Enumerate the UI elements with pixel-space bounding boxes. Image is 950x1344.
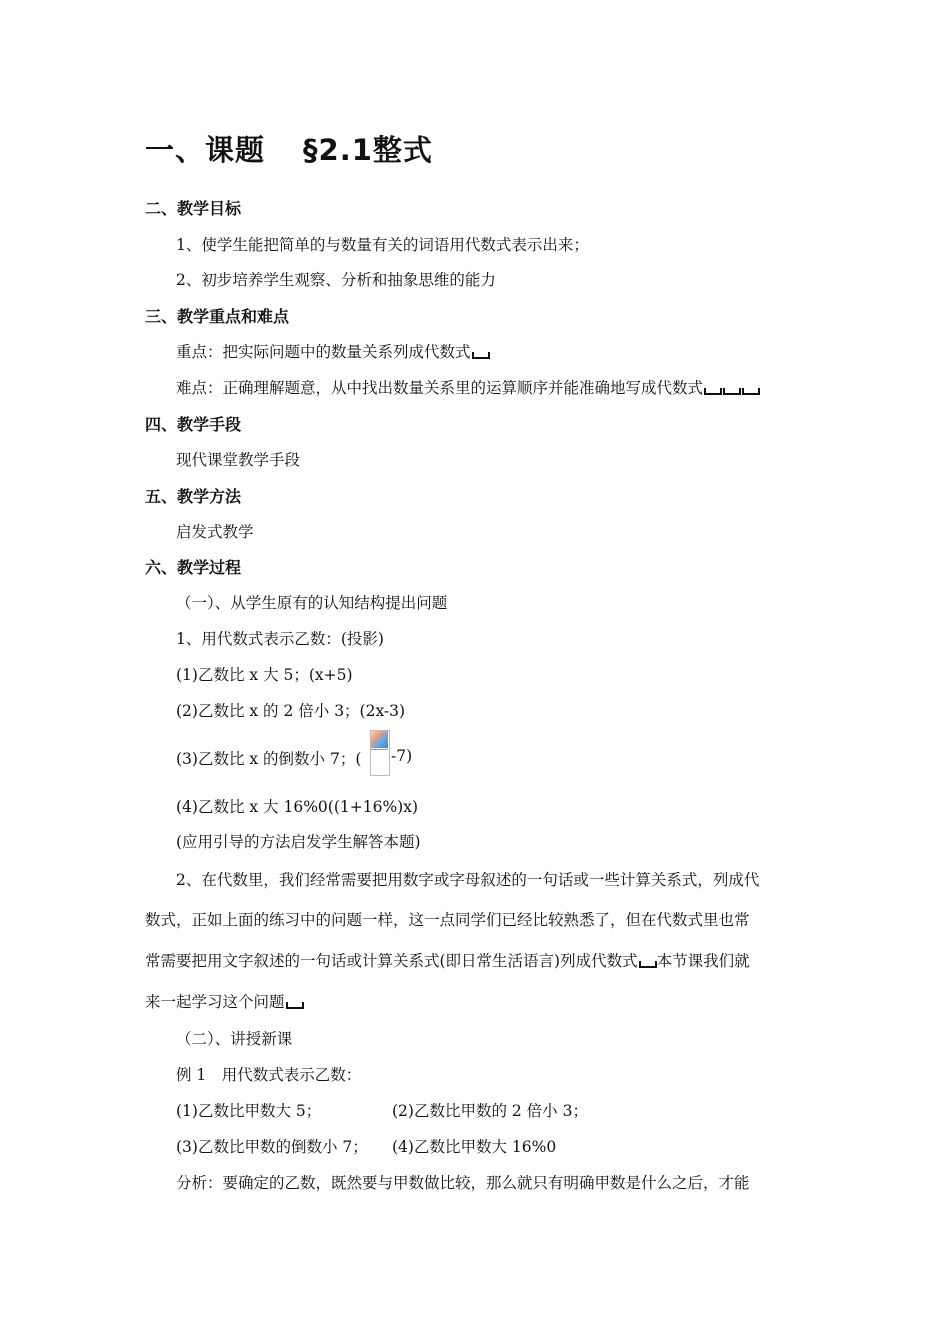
heading-means: 四、教学手段 — [145, 415, 242, 434]
goal-item-1: 1、使学生能把简单的与数量有关的词语用代数式表示出来； — [176, 236, 589, 254]
goal-item-2: 2、初步培养学生观察、分析和抽象思维的能力 — [176, 271, 496, 289]
q2-line-2: 数式，正如上面的练习中的问题一样，这一点同学们已经比较熟悉了，但在代数式里也常 — [145, 911, 750, 929]
q2-line-4-text: 来一起学习这个问题 — [145, 993, 285, 1011]
part2-title: （二）、讲授新课 — [176, 1030, 293, 1048]
picture-icon — [371, 731, 388, 748]
example1-item-4: (4)乙数比甲数大 16%0 — [392, 1138, 557, 1156]
q2-line-3 — [145, 949, 750, 971]
heading-goals: 二、教学目标 — [145, 199, 242, 218]
focus-text: 重点：把实际问题中的数量关系列成代数式 — [176, 343, 471, 361]
heading-key-points: 三、教学重点和难点 — [145, 307, 290, 326]
difficulty-line — [176, 376, 760, 398]
example1-title: 例 1 用代数式表示乙数： — [176, 1066, 362, 1084]
q1-item-4: (4)乙数比 x 大 16%0((1+16%)x) — [176, 798, 419, 816]
example1-row-1 — [176, 1099, 588, 1121]
placeholder-mark — [704, 388, 722, 395]
q2-line-3-tail: 本节课我们就 — [656, 952, 750, 970]
analysis-line: 分析：要确定的乙数，既然要与甲数做比较，那么就只有明确甲数是什么之后，才能 — [176, 1174, 750, 1192]
example1-row-2 — [176, 1135, 556, 1157]
placeholder-mark — [472, 352, 490, 359]
fraction-bar — [371, 749, 388, 750]
part1-title: （一）、从学生原有的认知结构提出问题 — [176, 594, 448, 612]
q1-item-3: (3)乙数比 x 的倒数小 7；( — [176, 750, 362, 768]
example1-item-3: (3)乙数比甲数的倒数小 7； — [176, 1138, 368, 1156]
placeholder-mark — [723, 388, 741, 395]
placeholder-mark — [639, 961, 657, 968]
lesson-title — [145, 128, 433, 169]
q1-note: (应用引导的方法启发学生解答本题) — [176, 833, 421, 851]
heading-process: 六、教学过程 — [145, 558, 242, 577]
q1-item-3-tail: -7) — [391, 747, 413, 765]
placeholder-mark — [742, 388, 760, 395]
q1-item-2: (2)乙数比 x 的 2 倍小 3；(2x-3) — [176, 702, 406, 720]
title-course: §2.1整式 — [303, 133, 433, 167]
difficulty-text: 难点：正确理解题意，从中找出数量关系里的运算顺序并能准确地写成代数式 — [176, 379, 704, 397]
title-prefix: 一、课题 — [145, 133, 266, 167]
focus-line — [176, 340, 490, 362]
q2-line-3-text: 常需要把用文字叙述的一句话或计算关系式(即日常生活语言)列成代数式 — [145, 952, 638, 970]
placeholder-mark — [286, 1002, 304, 1009]
means-text: 现代课堂教学手段 — [176, 451, 301, 469]
equation-image-icon — [370, 730, 390, 776]
q1-intro: 1、用代数式表示乙数：(投影) — [176, 630, 384, 648]
example1-item-1: (1)乙数比甲数大 5； — [176, 1102, 322, 1120]
q2-line-4 — [145, 990, 304, 1012]
q2-line-1: 2、在代数里，我们经常需要把用数字或字母叙述的一句话或一些计算关系式，列成代 — [176, 871, 760, 889]
heading-method: 五、教学方法 — [145, 487, 242, 506]
q1-item-1: (1)乙数比 x 大 5；(x+5) — [176, 666, 353, 684]
method-text: 启发式教学 — [176, 523, 254, 541]
example1-item-2: (2)乙数比甲数的 2 倍小 3； — [392, 1102, 588, 1120]
